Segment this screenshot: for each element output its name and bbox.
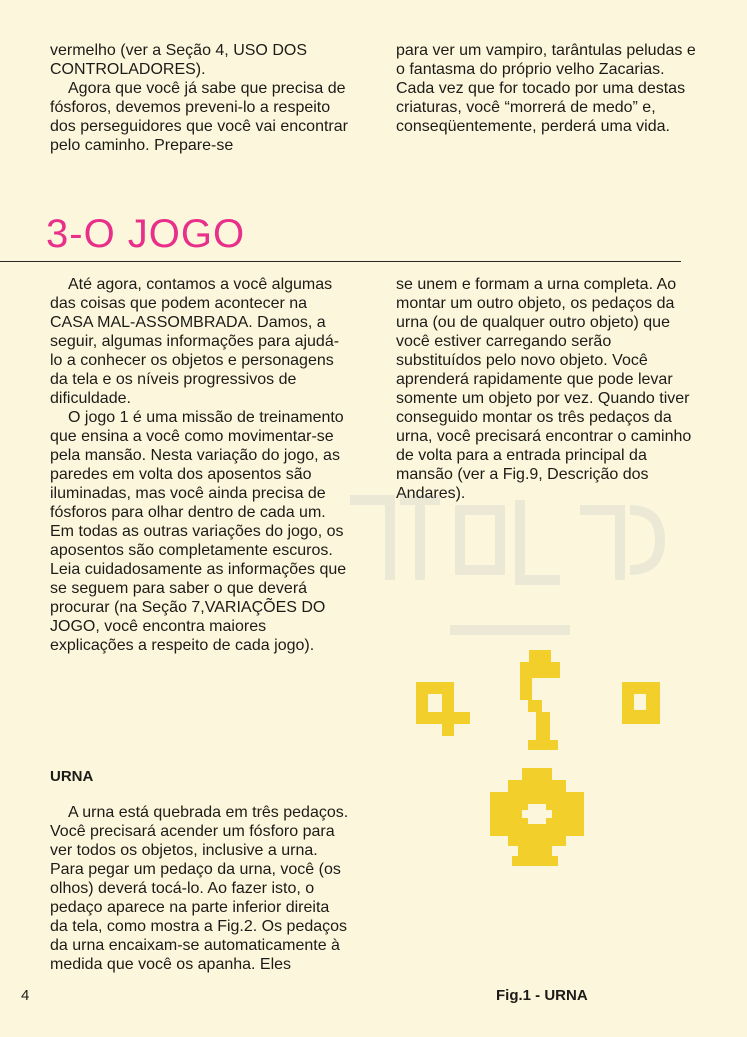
subsection-heading: URNA	[50, 768, 94, 785]
text-column-left	[50, 275, 350, 655]
text-column-top-left	[50, 41, 350, 155]
figure-caption: Fig.1 - URNA	[496, 987, 588, 1004]
page-number: 4	[21, 987, 30, 1004]
urn-piece-top-icon	[520, 650, 560, 750]
text-column-right	[396, 275, 696, 503]
urn-piece-left-icon	[416, 682, 470, 736]
urn-figure	[400, 640, 700, 870]
text-column-top-right	[396, 41, 696, 136]
section-divider	[0, 261, 681, 262]
paragraph: se unem e formam a urna completa. Ao montar um outro objeto, os pedaços da urna (ou de qualquer outro objeto) que você estiver carregando serão substituídos pelo novo objeto. Você aprenderá rapidamente que pode levar somente um objeto por vez. Quando tiver conseguido montar os três pedaços da urna, você precisará encontrar o caminho de volta para a entrada principal da mansão (ver a Fig.9, Descrição dos Andares).	[396, 276, 692, 502]
paragraph: O jogo 1 é uma missão de treinamento que ensina a você como movimentar-se pela mansão. Nesta variação do jogo, as paredes em volta dos aposentos são iluminadas, mas você ainda precisa de fósforos para olhar dentro de cada um. Em todas as outras variações do jogo, os aposentos são completamente escuros. Leia cuidadosamente as informações que se seguem para saber o que deverá procurar (na Seção 7,VARIAÇÕES DO JOGO, você encontra maiores explicações a respeito de cada jogo).	[50, 409, 347, 654]
section-title: 3-O JOGO	[46, 212, 246, 256]
paragraph: para ver um vampiro, tarântulas peludas e o fantasma do próprio velho Zacarias. Cada vez que for tocado por uma destas criaturas, você “morrerá de medo” e, conseqüentemente, perderá uma vida.	[396, 42, 696, 135]
paragraph: A urna está quebrada em três pedaços. Você precisará acender um fósforo para ver todos os objetos, inclusive a urna. Para pegar um pedaço da urna, você (os olhos) deverá tocá-lo. Ao fazer isto, o pedaço aparece na parte inferior direita da tela, como mostra a Fig.2. Os pedaços da urna encaixam-se automaticamente à medida que você os apanha. Eles	[50, 804, 349, 973]
paragraph: Agora que você já sabe que precisa de fósforos, devemos preveni-lo a respeito dos perseguidores que você vai encontrar pelo caminho. Prepare-se	[50, 80, 348, 154]
paragraph: Até agora, contamos a você algumas das coisas que podem acontecer na CASA MAL-ASSOMBRADA. Damos, a seguir, algumas informações para ajudá-lo a conhecer os objetos e personagens da tela e os níveis progressivos de dificuldade.	[50, 276, 340, 407]
paragraph: vermelho (ver a Seção 4, USO DOS CONTROLADORES).	[50, 42, 307, 78]
urn-piece-right-icon	[622, 682, 660, 724]
text-column-urna	[50, 803, 350, 974]
